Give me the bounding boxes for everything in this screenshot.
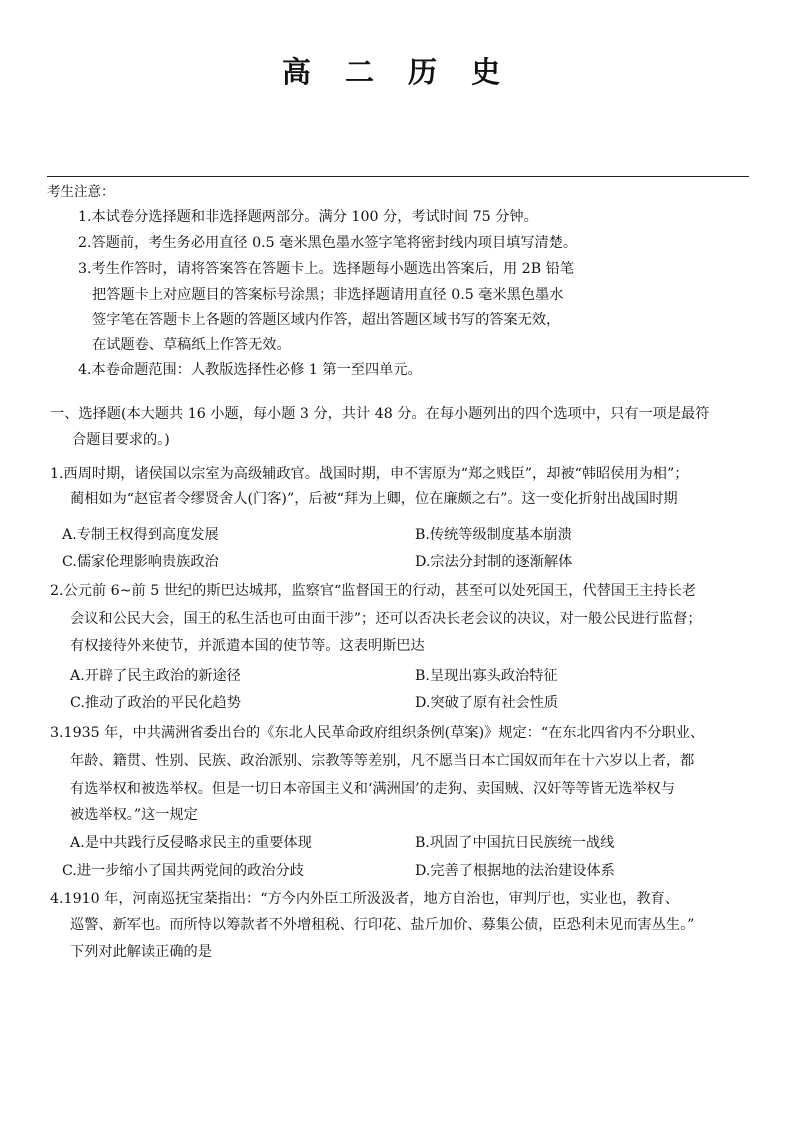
question-3-option-a: A.是中共践行反侵略求民主的重要体现 bbox=[70, 835, 312, 851]
notice-item: 3.考生作答时，请将答案答在答题卡上。选择题每小题选出答案后，用 2B 铅笔 bbox=[78, 261, 575, 277]
question-4-text: 下列对此解读正确的是 bbox=[70, 944, 212, 960]
question-1-text: 1.西周时期，诸侯国以宗室为高级辅政官。战国时期，申不害原为“郑之贱臣”，却被“韩昭侯用为相”； bbox=[50, 466, 689, 482]
question-3-text: 3.1935 年，中共满洲省委出台的《东北人民革命政府组织条例(草案)》规定：“在东北四省内不分职业、 bbox=[50, 725, 705, 741]
question-2-option-d: D.突破了原有社会性质 bbox=[415, 695, 559, 711]
section-heading-cont: 合题目要求的。) bbox=[72, 432, 170, 448]
notice-item: 在试题卷、草稿纸上作答无效。 bbox=[92, 337, 291, 353]
question-1-option-a: A.专制王权得到高度发展 bbox=[62, 527, 219, 543]
question-3-option-b: B.巩固了中国抗日民族统一战线 bbox=[415, 835, 615, 851]
question-2-text: 有权接待外来使节，并派遣本国的使节等。这表明斯巴达 bbox=[70, 638, 425, 654]
page-title: 高 二 历 史 bbox=[281, 55, 513, 89]
question-4-text: 4.1910 年，河南巡抚宝棻指出：“方今内外臣工所汲汲者，地方自治也，审判厅也，实业也，教育、 bbox=[50, 891, 679, 907]
notice-item: 1.本试卷分选择题和非选择题两部分。满分 100 分，考试时间 75 分钟。 bbox=[78, 209, 538, 225]
question-3-option-c: C.进一步缩小了国共两党间的政治分歧 bbox=[62, 863, 304, 879]
question-2-text: 2.公元前 6~前 5 世纪的斯巴达城邦，监察官“监督国王的行动，甚至可以处死国王，代替国王主持长老 bbox=[50, 583, 696, 599]
question-2-option-c: C.推动了政治的平民化趋势 bbox=[70, 695, 241, 711]
question-2-option-b: B.呈现出寡头政治特征 bbox=[415, 668, 558, 684]
question-1-option-b: B.传统等级制度基本崩溃 bbox=[415, 527, 572, 543]
section-heading: 一、选择题(本大题共 16 小题，每小题 3 分，共计 48 分。在每小题列出的四个选项中，只有一项是最符 bbox=[50, 406, 710, 422]
question-3-text: 有选举权和被选举权。但是一切日本帝国主义和‘满洲国’的走狗、卖国贼、汉奸等等皆无选举权与 bbox=[70, 781, 675, 797]
question-1-text: 蔺相如为“赵宦者令缪贤舍人(门客)”，后被“拜为上卿，位在廉颇之右”。这一变化折射出战国时期 bbox=[70, 491, 678, 507]
notice-item: 把答题卡上对应题目的答案标号涂黑；非选择题请用直径 0.5 毫米黑色墨水 bbox=[92, 287, 564, 303]
question-3-text: 年龄、籍贯、性别、民族、政治派别、宗教等等差别，凡不愿当日本亡国奴而年在十六岁以上者，都 bbox=[70, 753, 695, 769]
notice-item: 2.答题前，考生务必用直径 0.5 毫米黑色墨水签字笔将密封线内项目填写清楚。 bbox=[78, 235, 578, 251]
question-2-text: 会议和公民大会，国王的私生活也可由面干涉”；还可以否决长老会议的决议，对一般公民进行监督； bbox=[70, 611, 702, 627]
question-3-option-d: D.完善了根据地的法治建设体系 bbox=[415, 863, 615, 879]
question-1-option-d: D.宗法分封制的逐渐解体 bbox=[415, 554, 573, 570]
notice-heading: 考生注意： bbox=[47, 184, 115, 200]
question-4-text: 巡警、新军也。而所恃以筹款者不外增租税、行印花、盐斤加价、募集公债，臣恐利未见而害丛生。” bbox=[70, 917, 695, 933]
question-1-option-c: C.儒家伦理影响贵族政治 bbox=[62, 554, 219, 570]
question-3-text: 被选举权。”这一规定 bbox=[70, 807, 198, 823]
notice-item: 签字笔在答题卡上各题的答题区域内作答，超出答题区域书写的答案无效， bbox=[92, 312, 561, 328]
question-2-option-a: A.开辟了民主政治的新途径 bbox=[70, 668, 241, 684]
notice-item: 4.本卷命题范围：人教版选择性必修 1 第一至四单元。 bbox=[78, 362, 422, 378]
header-divider bbox=[47, 176, 749, 177]
